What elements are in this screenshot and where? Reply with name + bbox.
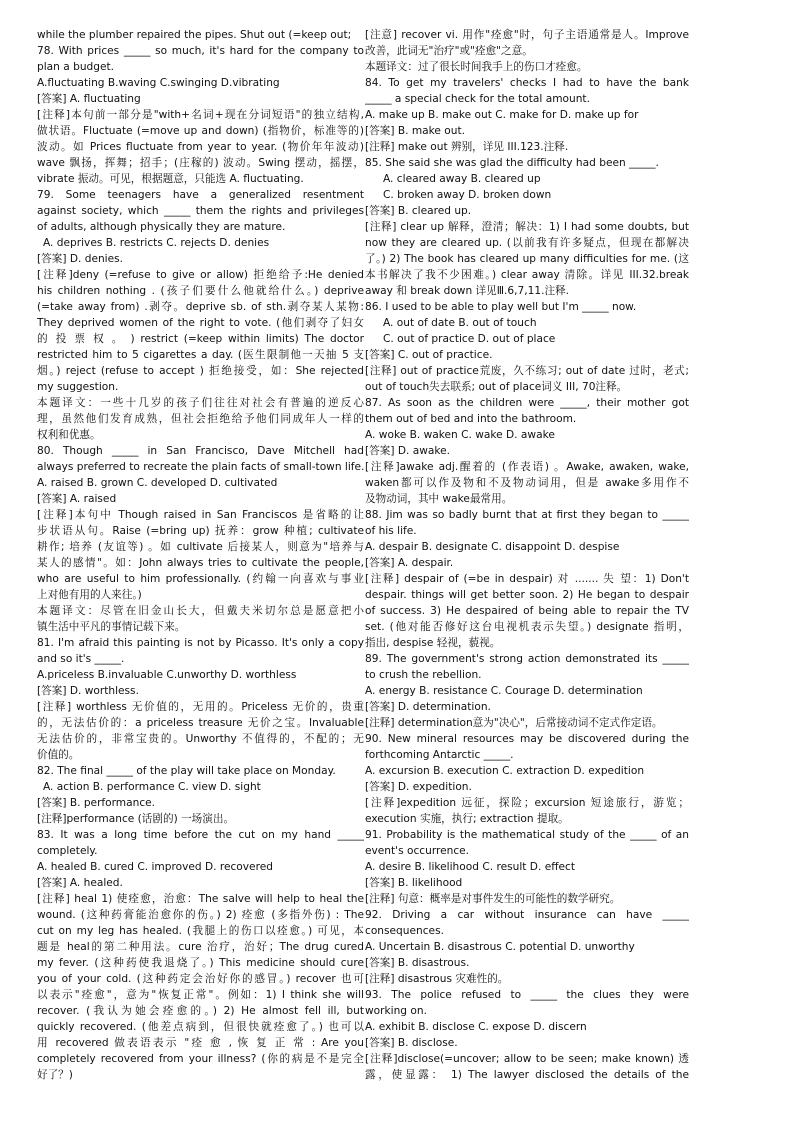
text-line: waken都可以作及物和不及物动词用，但是 awake多用作不 <box>365 477 689 489</box>
text-line: [答案] A. healed. <box>37 877 123 889</box>
text-line: 本书解决了我不少困难。) clear away 清除。详见 III.32.break <box>365 269 689 281</box>
text-line: A. cleared away B. cleared up <box>383 173 541 185</box>
text-line: 上对他有用的人来往。) <box>37 589 142 601</box>
text-line: my suggestion. <box>37 381 119 393</box>
text-line: wave 飘扬，挥舞；招手；(庄稼的) 波动。Swing 摆动，摇摆， <box>37 157 364 169</box>
text-line: [注释] despair of (=be in despair) 对 ....... 失 望：1) Don't <box>365 573 689 585</box>
text-line: [注释] determination意为"决心"，后常接动词不定式作定语。 <box>365 717 663 729</box>
text-line: 镇生活中平凡的事情记载下来。 <box>37 621 186 633</box>
text-line: 本题译文：过了很长时间我手上的伤口才痊愈。 <box>365 61 588 73</box>
text-line: of adults, although physically they are mature. <box>37 221 286 233</box>
text-line: [答案] B. performance. <box>37 797 156 809</box>
text-line: [答案] D. determination. <box>365 701 491 713</box>
text-line: my fever. (这种药使我退烧了。) This medicine should cure <box>37 957 364 969</box>
text-line: [注释] heal 1) 使痊愈，治愈：The salve will help to heal the <box>37 893 364 905</box>
text-line: 改善，此词无"治疗"或"痊愈"之意。 <box>365 45 533 57</box>
text-line: event's occurrence. <box>365 845 470 857</box>
text-line: completely recovered from your illness? (你的病是不是完全 <box>37 1053 364 1065</box>
text-line: C. out of practice D. out of place <box>383 333 556 345</box>
text-line: 耕作; 培养 (友谊等) 。如 cultivate 后接某人，则意为"培养与 <box>37 541 364 553</box>
text-line: [答案] C. out of practice. <box>365 349 493 361</box>
text-line: 价值的。 <box>37 749 80 761</box>
text-line: [答案] B. make out. <box>365 125 465 137</box>
text-line: They deprived women of the right to vote. (他们剥夺了妇女 <box>37 317 364 329</box>
text-line: 露，使显露： 1) The lawyer disclosed the details of the <box>365 1069 689 1081</box>
text-line: [注释] make out 辨别，详见 III.123.注释. <box>365 141 569 153</box>
text-line: A.fluctuating B.waving C.swinging D.vibrating <box>37 77 280 89</box>
text-line: 理，虽然他们发育成熟，但社会拒绝给予他们同成年人一样的 <box>37 413 364 425</box>
text-line: recover. (我认为她会痊愈的。) 2) He almost fell ill, but <box>37 1005 364 1017</box>
text-line: 的，无法估价的：a priceless treasure 无价之宝。Invaluable <box>37 717 364 729</box>
text-line: 91. Probability is the mathematical study of the _____ of an <box>365 829 689 841</box>
text-line: 本题译文：尽管在旧金山长大，但戴夫米切尔总是愿意把小 <box>37 605 364 617</box>
text-line: A. despair B. designate C. disappoint D. despise <box>365 541 620 553</box>
text-line: them out of bed and into the bathroom. <box>365 413 577 425</box>
text-line: A. raised B. grown C. developed D. cultivated <box>37 477 278 489</box>
text-line: while the plumber repaired the pipes. Shut out (=keep out; <box>37 29 352 41</box>
text-line: 波动。如 Prices fluctuate from year to year. (物价年年波动) <box>37 141 364 153</box>
text-line: [答案] D. denies. <box>37 253 124 265</box>
text-line: [注释]deny (=refuse to give or allow) 拒绝给予:He denied <box>37 269 364 281</box>
text-line: A. energy B. resistance C. Courage D. determination <box>365 685 643 697</box>
text-line: _____ a special check for the total amount. <box>365 93 590 105</box>
text-line: to crush the rebellion. <box>365 669 482 681</box>
text-line: 及物动词，其中 wake最常用。 <box>365 493 513 505</box>
text-line: execution 实施，执行; extraction 提取。 <box>365 813 569 825</box>
text-line: 步状语从句。Raise (=bring up) 抚养：grow 种植; cultivate <box>37 525 364 537</box>
text-line: 82. The final _____ of the play will take place on Monday. <box>37 765 336 777</box>
text-line: [注释] worthless 无价值的，无用的。Priceless 无价的，贵重 <box>37 701 364 713</box>
text-line: A. excursion B. execution C. extraction D. expedition <box>365 765 645 777</box>
text-line: vibrate 振动。可见，根据题意，只能选 A. fluctuating. <box>37 173 304 185</box>
text-line: 81. I'm afraid this painting is not by Picasso. It's only a copy <box>37 637 364 649</box>
text-line: and so it's _____. <box>37 653 125 665</box>
text-line: of success. 3) He despaired of being able to repair the TV <box>365 605 689 617</box>
text-line: [答案] D. worthless. <box>37 685 139 697</box>
text-line: 题是 heal的第二种用法。cure 治疗，治好；The drug cured <box>37 941 364 953</box>
text-line: 本题译文：一些十几岁的孩子们往往对社会有普遍的逆反心 <box>37 397 364 409</box>
text-line: 84. To get my travelers' checks I had to have the bank <box>365 77 689 89</box>
text-line: 90. New mineral resources may be discovered during the <box>365 733 689 745</box>
text-line: [注释]performance (话剧的) 一场演出。 <box>37 813 235 825</box>
text-line: wound. (这种药膏能治愈你的伤。) 2) 痊愈 (多指外伤) : The <box>37 909 364 921</box>
text-line: [注释] 句意：概率是对事件发生的可能性的数学研究。 <box>365 893 621 905</box>
text-line: 79. Some teenagers have a generalized resentment <box>37 189 364 201</box>
text-line: [注释]awake adj.醒着的 (作表语) 。Awake, awaken, wake, <box>365 461 689 473</box>
text-line: 85. She said she was glad the difficulty had been _____. <box>365 157 659 169</box>
text-line: quickly recovered. (他差点病到，但很快就痊愈了。) 也可以 <box>37 1021 364 1033</box>
text-line: [答案] B. disclose. <box>365 1037 458 1049</box>
text-line: restricted him to 5 cigarettes a day. (医生限制他一天抽 5 支 <box>37 349 364 361</box>
text-line: 某人的感情"。如：John always tries to cultivate the people, <box>37 557 364 569</box>
text-line: set. (他对能否修好这台电视机表示失望。) designate 指明， <box>365 621 689 633</box>
text-line: 以表示"痊愈"，意为"恢复正常"。例如：1) I think she will <box>37 989 364 1001</box>
text-line: [答案] B. likelihood <box>365 877 463 889</box>
text-line: A. action B. performance C. view D. sight <box>43 781 261 793</box>
text-line: [注释]disclose(=uncover; allow to be seen; make known) 透 <box>365 1053 689 1065</box>
text-line: A. desire B. likelihood C. result D. effect <box>365 861 576 873</box>
text-line: A. out of date B. out of touch <box>383 317 537 329</box>
text-line: [注释] disastrous 灾难性的。 <box>365 973 509 985</box>
text-line: A. woke B. waken C. wake D. awake <box>365 429 555 441</box>
text-line: of his life. <box>365 525 417 537</box>
text-line: 92. Driving a car without insurance can have _____ <box>365 909 689 921</box>
text-line: consequences. <box>365 925 444 937</box>
text-line: out of touch失去联系; out of place词义 III, 70注释。 <box>365 381 628 393</box>
right-column <box>365 27 689 1083</box>
text-line: 86. I used to be able to play well but I'm _____ now. <box>365 301 637 313</box>
text-line: who are useful to him professionally. (约翰一向喜欢与事业 <box>37 573 364 585</box>
text-line: [答案] B. disastrous. <box>365 957 470 969</box>
text-line: [注释] clear up 解释，澄清；解决：1) I had some doubts, but <box>365 221 689 233</box>
text-line: [答案] D. awake. <box>365 445 451 457</box>
text-line: A. exhibit B. disclose C. expose D. discern <box>365 1021 587 1033</box>
text-line: plan a budget. <box>37 61 115 73</box>
text-line: 用 recovered 做表语表示 "痊 愈 , 恢 复 正 常 : Are you <box>37 1037 364 1049</box>
text-line: 88. Jim was so badly burnt that at first they began to _____ <box>365 509 689 521</box>
text-line: 78. With prices _____ so much, it's hard for the company to <box>37 45 364 57</box>
text-line: [答案] A. despair. <box>365 557 454 569</box>
text-line: working on. <box>365 1005 427 1017</box>
text-line: [注释] out of practice荒废，久不练习; out of date 过时，老式; <box>365 365 689 377</box>
text-line: A. Uncertain B. disastrous C. potential D. unworthy <box>365 941 635 953</box>
text-line: 89. The government's strong action demonstrated its _____ <box>365 653 689 665</box>
text-line: despair. things will get better soon. 2) He began to despair <box>365 589 689 601</box>
text-line: [答案] A. raised <box>37 493 117 505</box>
text-line: [注释]本句前一部分是"with+名词+现在分词短语"的独立结构, <box>37 109 364 121</box>
text-line: forthcoming Antarctic _____. <box>365 749 514 761</box>
text-line: 87. As soon as the children were _____, their mother got <box>365 397 689 409</box>
text-line: away 和 break down 详见Ⅲ.6,7,11.注释. <box>365 285 570 297</box>
text-line: against society, which _____ them the rights and privileges <box>37 205 364 217</box>
text-line: cut on my leg has healed. (我腿上的伤口以痊愈。) 可见，本 <box>37 925 364 937</box>
text-line: 的 投 票 权 。 ) restrict (=keep within limits) The doctor <box>37 333 364 345</box>
left-column <box>37 27 364 1083</box>
text-line: 做状语。Fluctuate (=move up and down) (指物价，标准等的) <box>37 125 364 137</box>
text-line: [答案] B. cleared up. <box>365 205 472 217</box>
text-line: 83. It was a long time before the cut on my hand _____ <box>37 829 364 841</box>
text-line: [答案] A. fluctuating <box>37 93 141 105</box>
text-line: always preferred to recreate the plain facts of small-town life. <box>37 461 364 473</box>
text-line: [注意] recover vi. 用作"痊愈"时，句子主语通常是人。Improve <box>365 29 689 41</box>
text-line: C. broken away D. broken down <box>383 189 552 201</box>
text-line: 指出, despise 轻视，藐视。 <box>365 637 501 649</box>
text-line: 烟。) reject (refuse to accept ) 拒绝接受，如：She rejected <box>37 365 364 377</box>
text-line: 好了？) <box>37 1069 73 1081</box>
text-line: [答案] D. expedition. <box>365 781 472 793</box>
text-line: 无法估价的，非常宝贵的。Unworthy 不值得的，不配的；无 <box>37 733 364 745</box>
text-line: [注释]本句中 Though raised in San Franciscos 是省略的让 <box>37 509 364 521</box>
text-line: A. make up B. make out C. make for D. make up for <box>365 109 639 121</box>
text-line: now they are cleared up. (以前我有许多疑点，但现在都解决 <box>365 237 689 249</box>
text-line: 80. Though _____ in San Francisco, Dave Mitchell had <box>37 445 364 457</box>
text-line: 93. The police refused to _____ the clues they were <box>365 989 689 1001</box>
text-line: [注释]expedition 远征，探险；excursion 短途旅行，游览； <box>365 797 689 809</box>
text-line: 了。) 2) The book has cleared up many difficulties for me. (这 <box>365 253 689 265</box>
text-line: A. healed B. cured C. improved D. recovered <box>37 861 273 873</box>
text-line: A.priceless B.invaluable C.unworthy D. worthless <box>37 669 297 681</box>
text-line: (=take away from) .剥夺。deprive sb. of sth.剥夺某人某物: <box>37 301 364 313</box>
text-line: completely. <box>37 845 98 857</box>
text-line: 权利和优惠。 <box>37 429 101 441</box>
text-line: you of your cold. (这种药定会治好你的感冒。) recover 也可 <box>37 973 364 985</box>
text-line: A. deprives B. restricts C. rejects D. denies <box>43 237 270 249</box>
text-line: his children nothing . (孩子们要什么他就给什么。) deprive <box>37 285 364 297</box>
